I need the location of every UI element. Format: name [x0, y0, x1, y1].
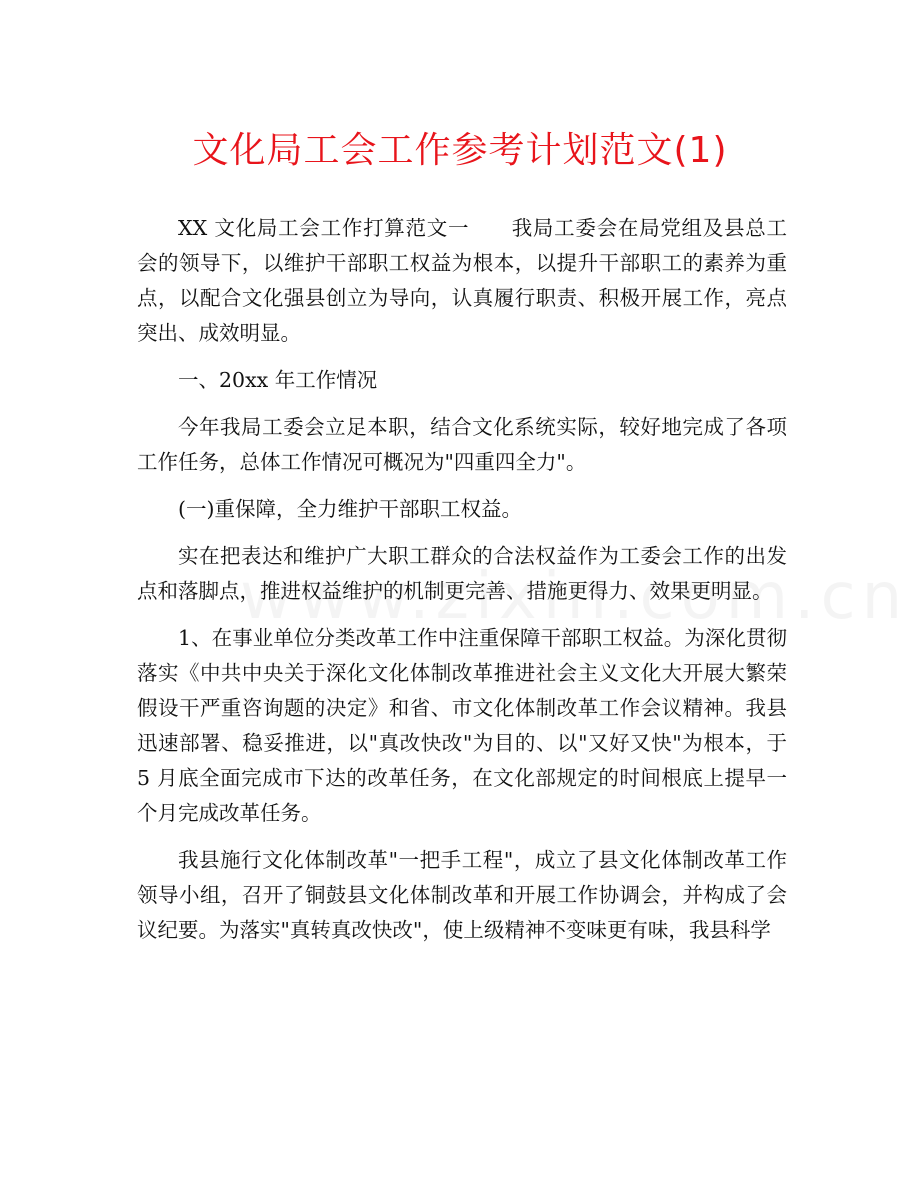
paragraph-intro: XX 文化局工会工作打算范文一 我局工委会在局党组及县总工会的领导下，以维护干部职工权益为根本，以提升干部职工的素养为重点，以配合文化强县创立为导向，认真履行职责、积极开展工作，亮点突出、成效明显。: [137, 216, 787, 345]
subsection-heading-1: (一)重保障，全力维护干部职工权益。: [178, 497, 522, 521]
paragraph-summary: 今年我局工委会立足本职，结合文化系统实际，较好地完成了各项工作任务，总体工作情况可概况为"四重四全力"。: [137, 415, 787, 474]
paragraph-implementation: 我县施行文化体制改革"一把手工程"，成立了县文化体制改革工作领导小组，召开了铜鼓县文化体制改革和开展工作协调会，并构成了会议纪要。为落实"真转真改快改"，使上级精神不变味更有味，我县科学: [137, 848, 787, 942]
document-title: 文化局工会工作参考计划范文(1): [192, 130, 728, 171]
document-body: [137, 211, 787, 960]
paragraph-rights: 实在把表达和维护广大职工群众的合法权益作为工委会工作的出发点和落脚点，推进权益维护的机制更完善、措施更得力、效果更明显。: [137, 544, 787, 603]
paragraph-reform: 1、在事业单位分类改革工作中注重保障干部职工权益。为深化贯彻落实《中共中央关于深化文化体制改革推进社会主义文化大开展大繁荣假设干严重咨询题的决定》和省、市文化体制改革工作会议精神。我县迅速部署、稳妥推进，以"真改快改"为目的、以"又好又快"为根本，于 5 月底全面完成市下达的改革任务，在文化部规定的时间根底上提早一个月完成改革任务。: [137, 626, 787, 825]
section-heading-1: 一、20xx 年工作情况: [178, 368, 378, 392]
